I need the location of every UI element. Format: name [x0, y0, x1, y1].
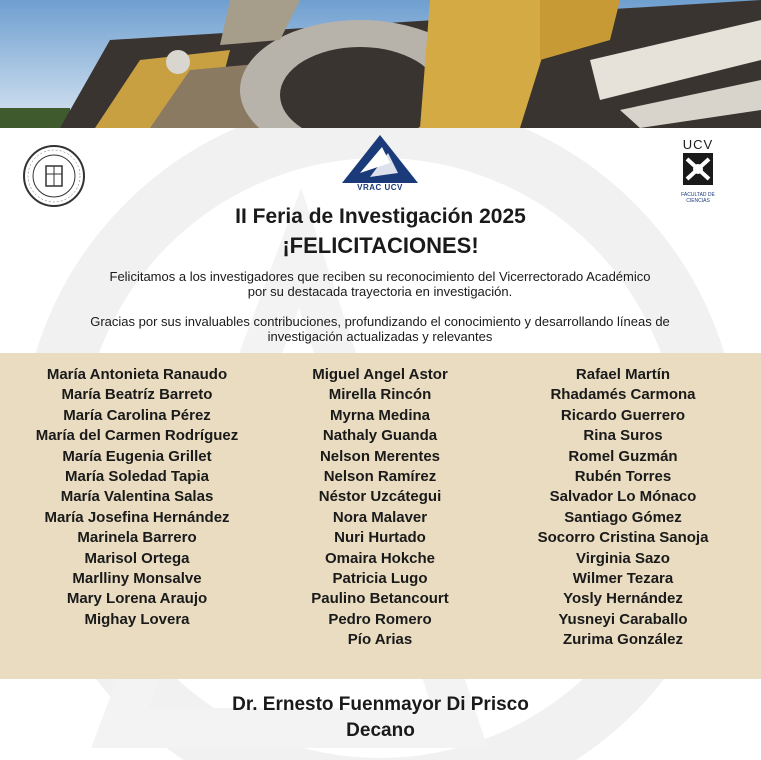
honoree-name: Marinela Barrero — [77, 529, 197, 547]
honoree-name: María Soledad Tapia — [65, 468, 209, 486]
intro-paragraph — [40, 269, 720, 299]
faculty-emblem-icon — [681, 151, 715, 187]
honoree-name: Paulino Betancourt — [311, 590, 449, 608]
signature-name: Dr. Ernesto Fuenmayor Di Prisco — [232, 694, 529, 715]
faculty-logo-text: FACULTAD DE CIENCIAS — [681, 192, 715, 204]
page-title: II Feria de Investigación 2025 — [235, 205, 526, 228]
congratulations-heading: ¡FELICITACIONES! — [282, 233, 479, 258]
university-seal-logo — [22, 144, 86, 208]
honoree-name: Santiago Gómez — [564, 508, 682, 526]
honoree-name: Pedro Romero — [328, 610, 432, 628]
faculty-of-sciences-logo — [676, 138, 720, 204]
honoree-name: Mighay Lovera — [84, 610, 190, 628]
honoree-name: Patricia Lugo — [332, 570, 428, 588]
honoree-name: Rubén Torres — [574, 468, 672, 486]
honoree-name: Myrna Medina — [329, 406, 431, 424]
honoree-name: María Eugenia Grillet — [62, 447, 212, 465]
honoree-name: Rina Suros — [583, 427, 663, 445]
honoree-name: Nuri Hurtado — [334, 529, 426, 547]
honoree-name: Marisol Ortega — [84, 549, 190, 567]
honoree-name: Socorro Cristina Sanoja — [537, 529, 709, 547]
honoree-name: Ricardo Guerrero — [560, 406, 686, 424]
honoree-name: Miguel Angel Astor — [312, 366, 448, 383]
honoree-name: María Josefina Hernández — [44, 508, 230, 526]
honorees-column-3 — [496, 365, 750, 651]
intro-line-1: Felicitamos a los investigadores que reciben su reconocimiento del Vicerrectorado Académico — [109, 269, 651, 284]
honoree-name: Rafael Martín — [575, 366, 671, 383]
honoree-name: Mary Lorena Araujo — [66, 590, 208, 608]
honoree-name: María del Carmen Rodríguez — [35, 427, 239, 445]
honoree-name: Virginia Sazo — [576, 549, 670, 567]
intro-line-2: por su destacada trayectoria en investigación. — [247, 284, 513, 299]
ucv-logo-text: UCV — [682, 137, 714, 152]
vrac-ucv-logo — [340, 133, 420, 195]
honoree-name: María Beatríz Barreto — [61, 386, 213, 404]
honoree-name: Mirella Rincón — [328, 386, 432, 404]
honoree-name: Zurima González — [562, 631, 684, 649]
vrac-logo-text: VRAC UCV — [357, 183, 403, 192]
honoree-name: Wilmer Tezara — [572, 570, 674, 588]
signature-title: Decano — [346, 720, 415, 741]
honorees-panel — [0, 353, 761, 679]
honoree-name: Rhadamés Carmona — [550, 386, 696, 404]
honoree-name: Nora Malaver — [332, 508, 428, 526]
honoree-name: Salvador Lo Mónaco — [549, 488, 697, 506]
honoree-name: Nelson Ramírez — [323, 468, 437, 486]
honorees-column-2 — [253, 365, 507, 651]
thanks-line-1: Gracias por sus invaluables contribuciones, profundizando el conocimiento y desarrollando líneas de — [90, 314, 670, 329]
thanks-paragraph — [40, 314, 720, 344]
honoree-name: Marlliny Monsalve — [72, 570, 202, 588]
honoree-name: Yosly Hernández — [563, 590, 683, 608]
honoree-name: Romel Guzmán — [568, 447, 678, 465]
honorees-column-1 — [10, 365, 264, 630]
thanks-line-2: investigación actualizadas y relevantes — [267, 329, 493, 344]
honoree-name: Omaira Hokche — [324, 549, 436, 567]
honoree-name: Pío Arias — [347, 631, 413, 649]
honoree-name: Nelson Merentes — [319, 447, 441, 465]
honoree-name: Néstor Uzcátegui — [318, 488, 442, 506]
honoree-name: Yusneyi Caraballo — [558, 610, 688, 628]
header-banner-photo — [0, 0, 761, 128]
honoree-name: María Carolina Pérez — [63, 406, 211, 424]
honoree-name: María Valentina Salas — [60, 488, 214, 506]
honoree-name: Nathaly Guanda — [322, 427, 438, 445]
honoree-name: María Antonieta Ranaudo — [46, 366, 228, 383]
